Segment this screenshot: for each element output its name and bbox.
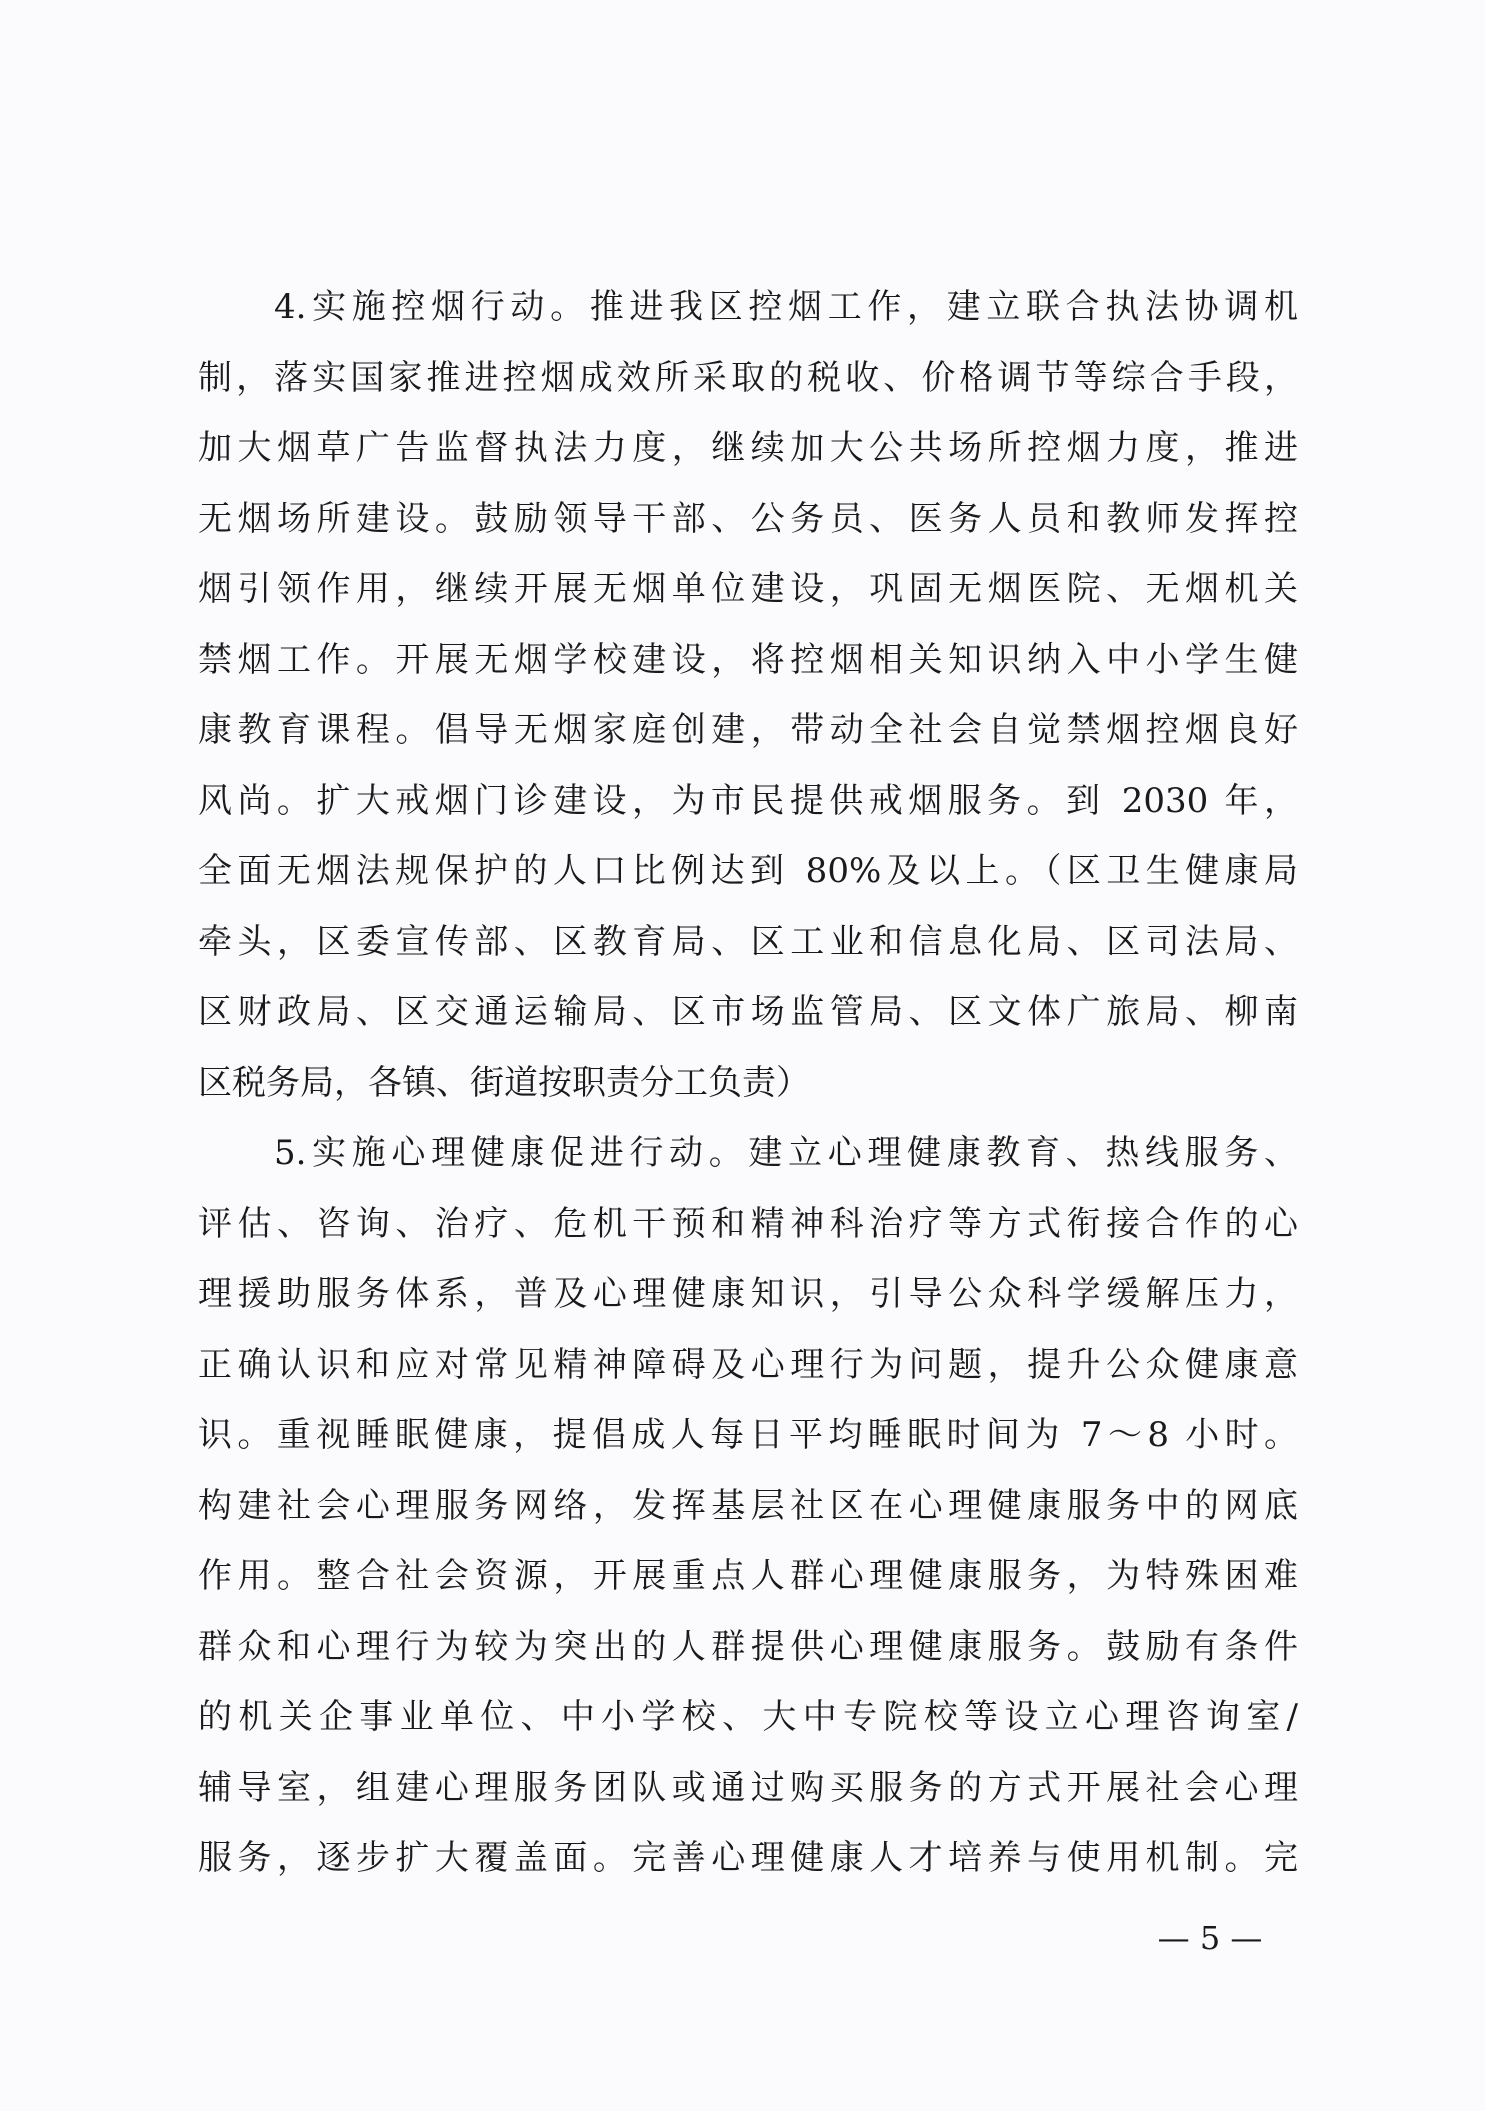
text-line: 评估、咨询、治疗、危机干预和精神科治疗等方式衔接合作的心 [198, 1203, 1298, 1244]
text-line: 区税务局，各镇、街道按职责分工负责） [198, 1062, 810, 1103]
text-line: 作用。整合社会资源，开展重点人群心理健康服务，为特殊困难 [198, 1556, 1298, 1596]
text-line: 无烟场所建设。鼓励领导干部、公务员、医务人员和教师发挥控 [198, 498, 1298, 539]
text-line: 加大烟草广告监督执法力度，继续加大公共场所控烟力度，推进 [198, 428, 1298, 468]
text-line: 烟引领作用，继续开展无烟单位建设，巩固无烟医院、无烟机关 [198, 569, 1298, 609]
text-line: 理援助服务体系，普及心理健康知识，引导公众科学缓解压力， [198, 1274, 1298, 1314]
text-line: 全面无烟法规保护的人口比例达到 80%及以上。（区卫生健康局 [198, 851, 1298, 891]
page-number: — 5 — [1157, 1919, 1263, 1957]
text-line: 4.实施控烟行动。推进我区控烟工作，建立联合执法协调机 [274, 287, 1298, 327]
text-line: 辅导室，组建心理服务团队或通过购买服务的方式开展社会心理 [198, 1767, 1298, 1808]
text-line: 的机关企事业单位、中小学校、大中专院校等设立心理咨询室/ [198, 1697, 1298, 1737]
text-line: 区财政局、区交通运输局、区市场监管局、区文体广旅局、柳南 [198, 992, 1298, 1032]
body-text [198, 272, 1298, 1894]
text-line: 风尚。扩大戒烟门诊建设，为市民提供戒烟服务。到 2030 年， [198, 780, 1298, 821]
text-line: 群众和心理行为较为突出的人群提供心理健康服务。鼓励有条件 [198, 1626, 1298, 1667]
paragraph-4 [198, 272, 1298, 1118]
text-line: 识。重视睡眠健康，提倡成人每日平均睡眠时间为 7～8 小时。 [198, 1415, 1298, 1455]
text-line: 构建社会心理服务网络，发挥基层社区在心理健康服务中的网底 [198, 1485, 1298, 1526]
text-line: 正确认识和应对常见精神障碍及心理行为问题，提升公众健康意 [198, 1344, 1298, 1385]
text-line: 5.实施心理健康促进行动。建立心理健康教育、热线服务、 [274, 1133, 1298, 1173]
text-line: 康教育课程。倡导无烟家庭创建，带动全社会自觉禁烟控烟良好 [198, 710, 1298, 750]
paragraph-5 [198, 1118, 1298, 1894]
text-line: 牵头，区委宣传部、区教育局、区工业和信息化局、区司法局、 [198, 921, 1298, 962]
text-line: 制，落实国家推进控烟成效所采取的税收、价格调节等综合手段， [198, 357, 1298, 398]
text-line: 禁烟工作。开展无烟学校建设，将控烟相关知识纳入中小学生健 [198, 639, 1298, 680]
text-line: 服务，逐步扩大覆盖面。完善心理健康人才培养与使用机制。完 [198, 1838, 1298, 1878]
